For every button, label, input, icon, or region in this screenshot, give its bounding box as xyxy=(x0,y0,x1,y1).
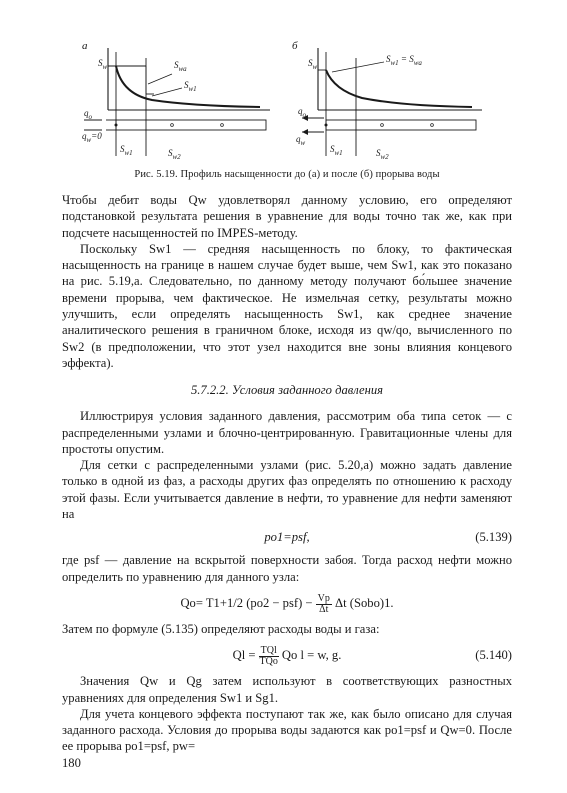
equation-oil-flow-fraction: $\frac{Vp}{\Delta t}$ xyxy=(317,592,330,615)
paragraph-6: Затем по формуле (5.135) определяют расходы воды и газа: xyxy=(62,621,380,636)
a-bottom-sw2-label: $S_{w2}$ xyxy=(168,148,181,161)
b-sw-label: $S_w$ xyxy=(308,58,318,71)
panel-a-label: a xyxy=(82,40,88,52)
equation-5-140-fraction: $\frac{\text{TQl}}{\text{TQo}}$ xyxy=(259,644,278,667)
page-content xyxy=(62,28,512,771)
a-qw-label: $q_w=0$ xyxy=(82,131,102,144)
equation-5-140-rhs: Qo l = w, g. xyxy=(278,648,342,663)
paragraph-7: Значения Qw и Qg затем используют в соответствующих разностных уравнениях для определения Sw1 и Sg1. xyxy=(62,674,512,705)
figure-caption: Рис. 5.19. Профиль насыщенности до (а) и после (б) прорыва воды xyxy=(134,169,440,180)
equation-oil-flow-rhs: Δt (Sobo)1. xyxy=(331,595,394,610)
paragraph-1: Чтобы дебит воды Qw удовлетворял данному условию, его определяют подстановкой результата решения в уравнение для воды точно так же, как при подсчете насыщенностей по IMPES-методу. xyxy=(62,193,512,240)
b-sw1-eq-swa-label: $S_{w1} = S_{wa}$ xyxy=(386,54,422,67)
equation-5-139 xyxy=(62,526,512,548)
equation-oil-flow-lhs: Qo= T1+1/2 (po2 − psf) − xyxy=(180,595,316,610)
figure-saturation-profile xyxy=(62,28,512,163)
equation-5-140 xyxy=(62,641,512,669)
b-bottom-sw2-label: $S_{w2}$ xyxy=(376,148,389,161)
paragraph-5: где psf — давление на вскрытой поверхности забоя. Тогда расход нефти можно определить по уравнению для данного узла: xyxy=(62,553,512,584)
a-sw1-label: $S_{w1}$ xyxy=(184,80,197,93)
equation-oil-flow-body xyxy=(62,589,512,617)
equation-5-139-body: po1=psf, xyxy=(264,530,310,545)
a-swa-label: $S_{wa}$ xyxy=(174,60,187,73)
b-qw-label: $q_w$ xyxy=(296,134,306,147)
a-sw-label: $S_w$ xyxy=(98,58,108,71)
b-qo-label: $q_o$ xyxy=(298,106,306,119)
paragraph-2: Поскольку Sw1 — средняя насыщенность по блоку, то фактическая насыщенность на границе в нашем случае будет выше, чем Sw1, как это показано на рис. 5.19,а. Следовательно, по данному методу получают бо́льшее значение времени прорыва, чем фактическое. Не измельчая сетку, результаты можно улучшить, если определять насыщенность Sw1, как среднее значение аналитического решения в граничном блоке, исходя из qw/qo, вычисленного по Sw2 (в предположении, что этот узел находится вне зоны влияния концевого эффекта). xyxy=(62,241,512,370)
b-bottom-sw1-label: $S_{w1}$ xyxy=(330,144,343,157)
equation-5-140-body xyxy=(62,641,512,669)
equation-oil-flow xyxy=(62,589,512,617)
panel-b-label: б xyxy=(292,40,298,52)
paragraph-4: Для сетки с распределенными узлами (рис. 5.20,а) можно задать давление только в одной из фаз, а расходы других фаз определять по отношению к расходу этой фазы. Если учитывается давление в нефти, то уравнение для нефти заменяют на xyxy=(62,458,512,522)
page-number: 180 xyxy=(62,755,81,770)
equation-5-140-lhs: Ql = xyxy=(232,648,259,663)
paragraph-8: Для учета концевого эффекта поступают так же, как было описано для случая заданного расхода. Условия до прорыва воды задаются как po1=psf и Qw=0. После ее прорыва po1=psf, pw= xyxy=(62,706,512,754)
saturation-profile-diagram xyxy=(62,28,512,163)
a-bottom-sw1-label: $S_{w1}$ xyxy=(120,144,133,157)
equation-5-139-number: (5.139) xyxy=(475,530,512,545)
paragraph-3: Иллюстрируя условия заданного давления, рассмотрим оба типа сеток — с распределенными узлами и блочно-центрированную. Гравитационные члены для простоты опустим. xyxy=(62,409,512,456)
equation-5-140-number: (5.140) xyxy=(475,648,512,663)
section-heading: 5.7.2.2. Условия заданного давления xyxy=(190,383,384,398)
a-qo-label: $q_o$ xyxy=(84,108,92,121)
